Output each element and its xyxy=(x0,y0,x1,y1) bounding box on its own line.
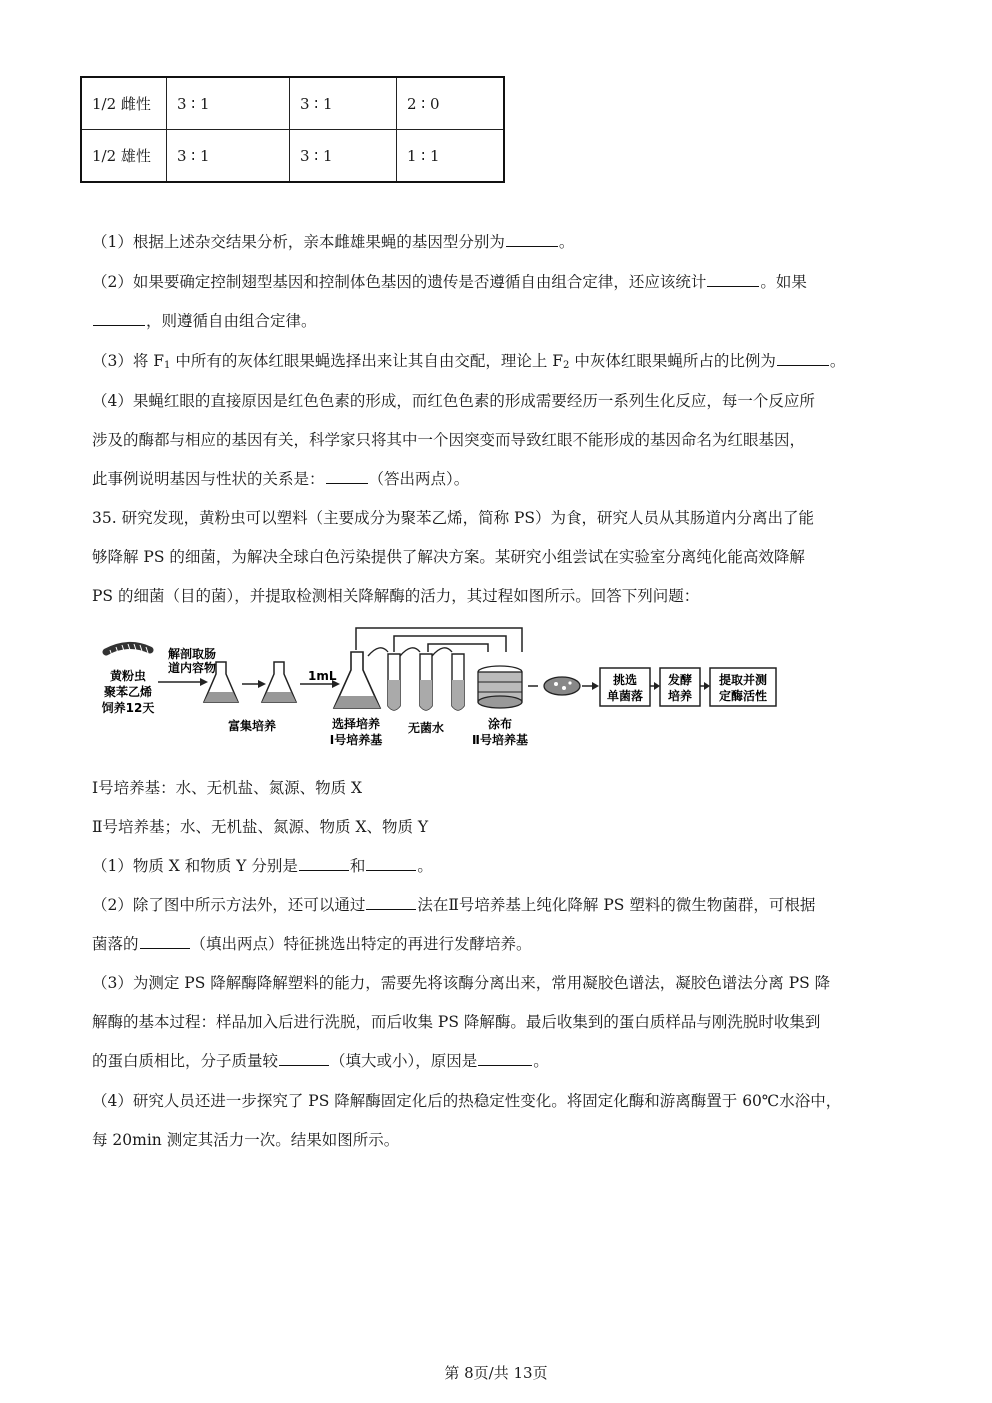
worm-label: 聚苯乙烯 xyxy=(103,685,153,699)
cross-result-table xyxy=(80,76,505,183)
q35-part3-line3: 的蛋白质相比，分子质量较 （填大或小），原因是 。 xyxy=(92,1052,549,1070)
q34-part2-line1: （2）如果要确定控制翅型基因和控制体色基因的遗传是否遵循自由组合定律，还应该统计 。如果 xyxy=(92,273,807,291)
spread-label: Ⅱ号培养基 xyxy=(472,733,528,747)
arrow-head-icon xyxy=(704,682,710,690)
table-cell: 2 ∶ 0 xyxy=(397,77,505,130)
petri-dish-stack-icon xyxy=(478,666,522,708)
medium-2-composition: Ⅱ号培养基；水、无机盐、氮源、物质 X、物质 Y xyxy=(92,818,429,836)
answer-blank[interactable] xyxy=(140,934,190,949)
q35-part1: （1）物质 X 和物质 Y 分别是 和 。 xyxy=(92,857,433,875)
select-label: Ⅰ号培养基 xyxy=(329,733,383,747)
transfer-arrow xyxy=(432,648,452,656)
q35-part2-line1: （2）除了图中所示方法外，还可以通过 法在Ⅱ号培养基上纯化降解 PS 塑料的微生物菌群，可根据 xyxy=(92,896,816,914)
page-footer: 第 8页/共 13页 xyxy=(444,1364,548,1382)
q35-part3-line2: 解酶的基本过程：样品加入后进行洗脱，而后收集 PS 降解酶。最后收集到的蛋白质样品与刚洗脱时收集到 xyxy=(92,1013,821,1031)
q34-part3: （3）将 $F_1$ 中所有的灰体红眼果蝇选择出来让其自由交配，理论上 $F_2$ 中灰体红眼果蝇所占的比例为 。 xyxy=(92,352,846,371)
table-row xyxy=(81,130,504,183)
flask-icon xyxy=(262,662,296,702)
q35-part4-line2: 每 20min 测定其活力一次。结果如图所示。 xyxy=(92,1131,400,1149)
box-label: 单菌落 xyxy=(606,689,644,703)
answer-blank[interactable] xyxy=(299,856,349,871)
colony-plate-icon xyxy=(544,677,580,695)
table-cell: 1/2 雄性 xyxy=(81,130,167,183)
test-tube-icon xyxy=(420,654,432,710)
q35-intro-line3: PS 的细菌（目的菌），并提取检测相关降解酶的活力，其过程如图所示。回答下列问题： xyxy=(92,587,700,605)
arrow-head-icon xyxy=(654,682,660,690)
q35-part2-line2: 菌落的 （填出两点）特征挑选出特定的再进行发酵培养。 xyxy=(92,935,532,953)
enrich-label: 富集培养 xyxy=(227,719,277,733)
arrow-head-icon xyxy=(592,682,599,690)
box-label: 发酵 xyxy=(667,673,693,687)
answer-blank[interactable] xyxy=(777,351,829,366)
answer-blank[interactable] xyxy=(326,469,368,484)
transfer-arrow xyxy=(368,648,388,656)
transfer-arrow xyxy=(400,648,420,656)
worm-label: 饲养12天 xyxy=(101,701,155,715)
box-label: 定酶活性 xyxy=(718,689,768,703)
table-cell: 1/2 雌性 xyxy=(81,77,167,130)
experiment-flow-diagram xyxy=(88,622,788,762)
table-cell: 3 ∶ 1 xyxy=(290,130,397,183)
box-label: 培养 xyxy=(667,689,693,703)
select-label: 选择培养 xyxy=(331,717,381,731)
worm-label: 黄粉虫 xyxy=(109,669,147,683)
box-label: 提取并测 xyxy=(718,673,768,687)
table-cell: 3 ∶ 1 xyxy=(167,130,290,183)
q34-part4-line1: （4）果蝇红眼的直接原因是红色色素的形成，而红色色素的形成需要经历一系列生化反应，每一个反应所 xyxy=(92,392,815,410)
table-cell: 1 ∶ 1 xyxy=(397,130,505,183)
test-tube-icon xyxy=(452,654,464,710)
answer-blank[interactable] xyxy=(366,895,416,910)
q34-part4-line3: 此事例说明基因与性状的关系是： （答出两点）。 xyxy=(92,470,470,488)
answer-blank[interactable] xyxy=(506,232,558,247)
box-label: 挑选 xyxy=(612,673,638,687)
medium-1-composition: Ⅰ号培养基：水、无机盐、氮源、物质 X xyxy=(92,779,363,797)
volume-label: 1mL xyxy=(308,669,337,683)
q35-part4-line1: （4）研究人员还进一步探究了 PS 降解酶固定化后的热稳定性变化。将固定化酶和游离酶置于 60℃水浴中， xyxy=(92,1092,842,1110)
sterile-water-label: 无菌水 xyxy=(407,721,445,735)
mealworm-icon xyxy=(106,644,150,656)
arrow-head-icon xyxy=(258,680,266,688)
answer-blank[interactable] xyxy=(93,311,145,326)
q34-part2-line2: ，则遵循自由组合定律。 xyxy=(92,311,912,331)
dissect-label: 解剖取肠 xyxy=(167,647,217,661)
q35-part3-line1: （3）为测定 PS 降解酶降解塑料的能力，需要先将该酶分离出来，常用凝胶色谱法，凝胶色谱法分离 PS 降 xyxy=(92,974,831,992)
arrow-head-icon xyxy=(200,678,208,686)
q35-intro-line2: 够降解 PS 的细菌，为解决全球白色污染提供了解决方案。某研究小组尝试在实验室分离纯化能高效降解 xyxy=(92,548,805,566)
dissect-label: 道内容物 xyxy=(167,661,217,675)
answer-blank[interactable] xyxy=(366,856,416,871)
spread-label: 涂布 xyxy=(487,717,513,731)
q34-part4-line2: 涉及的酶都与相应的基因有关，科学家只将其中一个因突变而导致红眼不能形成的基因命名为红眼基因， xyxy=(92,431,806,449)
table-row xyxy=(81,77,504,130)
q35-intro-line1: 35. 研究发现，黄粉虫可以塑料（主要成分为聚苯乙烯，简称 PS）为食，研究人员从其肠道内分离出了能 xyxy=(92,509,815,527)
answer-blank[interactable] xyxy=(279,1051,329,1066)
selection-flask-icon xyxy=(334,652,380,708)
table-cell: 3 ∶ 1 xyxy=(290,77,397,130)
q34-part1: （1）根据上述杂交结果分析，亲本雌雄果蝇的基因型分别为 。 xyxy=(92,233,575,251)
test-tube-icon xyxy=(388,654,400,710)
table-cell: 3 ∶ 1 xyxy=(167,77,290,130)
answer-blank[interactable] xyxy=(478,1051,532,1066)
answer-blank[interactable] xyxy=(707,272,759,287)
